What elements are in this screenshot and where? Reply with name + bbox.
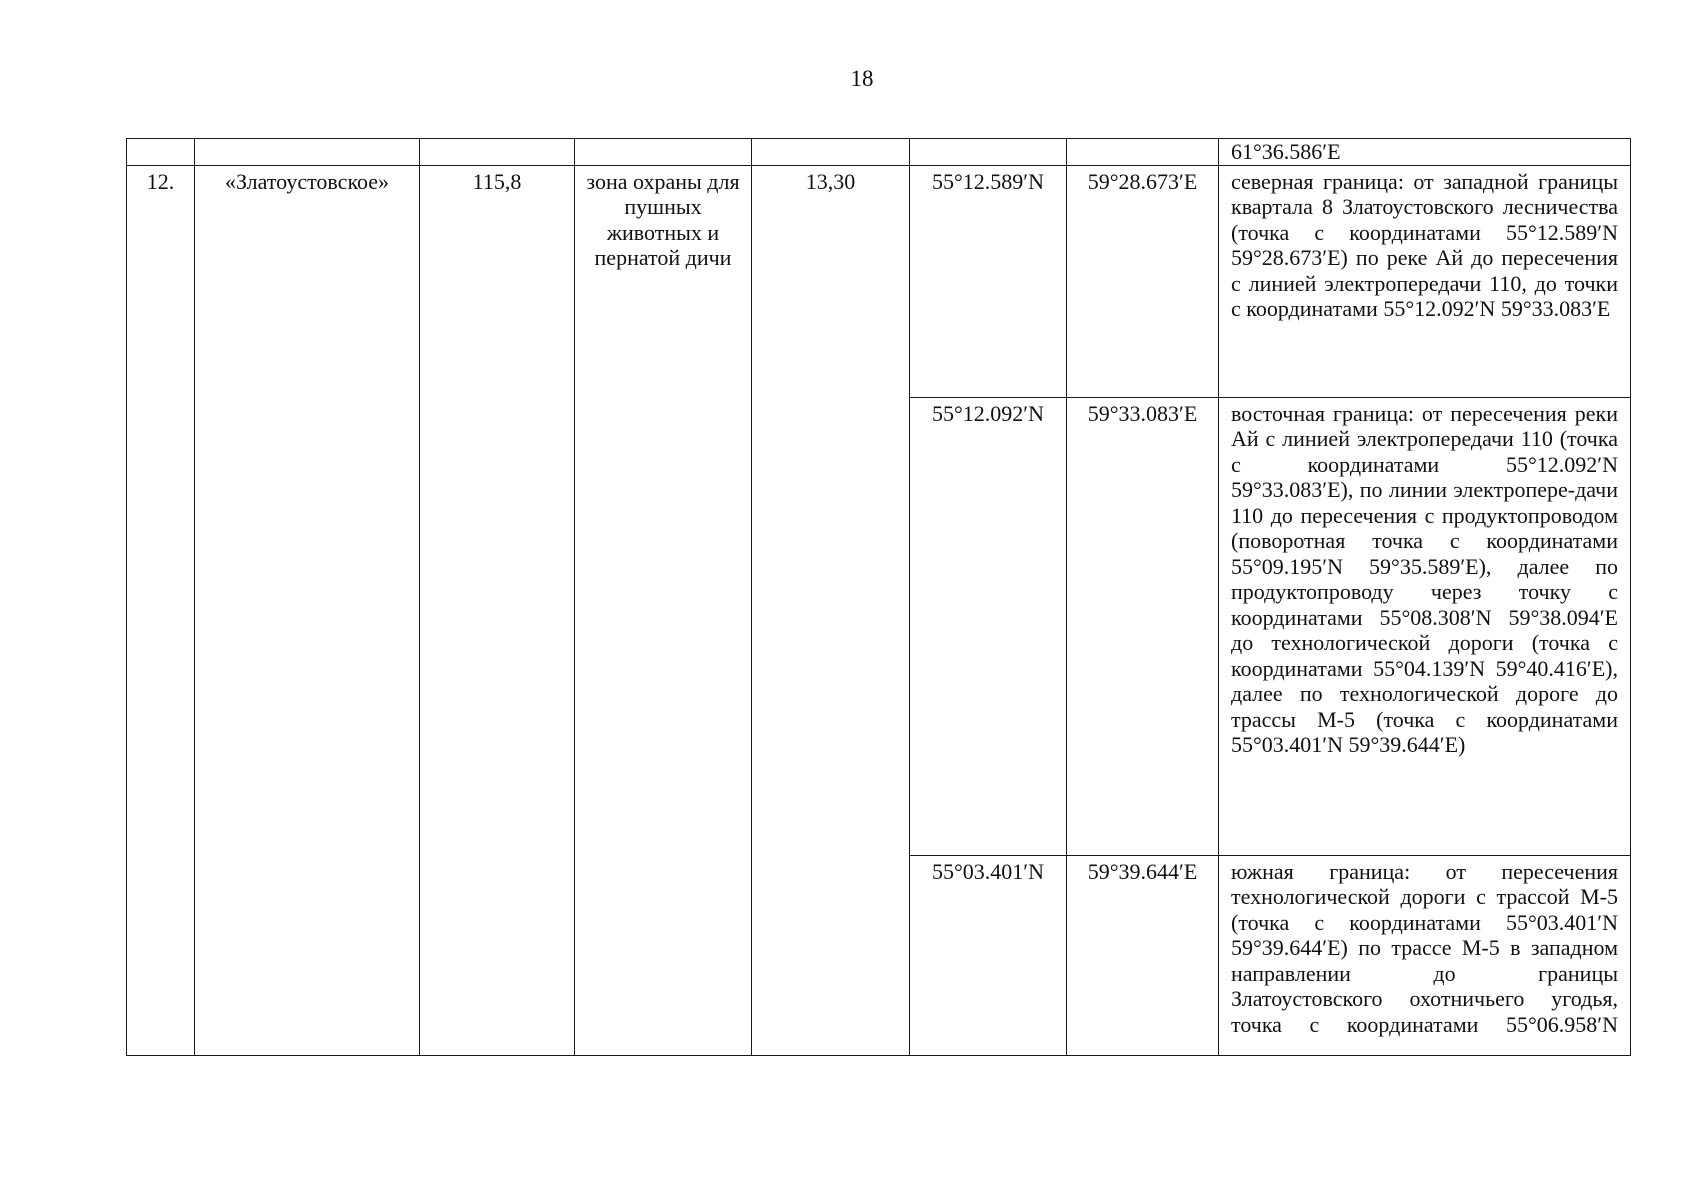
boundary-description: восточная граница: от пересечения реки Ай с линией электропередачи 110 (точка с координатами 55°12.092′N 59°33.083′E), по линии электропере-дачи 110 до пересечения с продуктопроводом (поворотная точка с координатами 55°09.195′N 59°35.589′E), далее по продуктопроводу через точку с координатами 55°08.308′N 59°38.094′E до технологической дороги (точка с координатами 55°04.139′N 59°40.416′E), далее по технологической дороге до трассы М-5 (точка с координатами 55°03.401′N 59°39.644′E) xyxy=(1219,397,1631,855)
cell-empty xyxy=(420,139,575,166)
row-number: 12. xyxy=(127,165,195,1055)
boundary-longitude: 59°39.644′E xyxy=(1067,855,1219,1055)
continuation-row xyxy=(127,139,1631,166)
hunting-ground-name: «Златоустовское» xyxy=(195,165,420,1055)
cell-empty xyxy=(752,139,910,166)
cell-empty xyxy=(1067,139,1219,166)
continuation-description: 61°36.586′E xyxy=(1219,139,1631,166)
boundary-latitude: 55°03.401′N xyxy=(910,855,1067,1055)
cell-empty xyxy=(195,139,420,166)
boundary-latitude: 55°12.092′N xyxy=(910,397,1067,855)
cell-empty xyxy=(575,139,752,166)
page-number: 18 xyxy=(850,66,874,91)
boundary-longitude: 59°28.673′E xyxy=(1067,165,1219,397)
zone-value: 13,30 xyxy=(752,165,910,1055)
boundary-description: северная граница: от западной границы квартала 8 Златоустовского лесничества (точка с координатами 55°12.589′N 59°28.673′E) по реке Ай до пересечения с линией электропередачи 110, до точки с координатами 55°12.092′N 59°33.083′E xyxy=(1219,165,1631,397)
cell-empty xyxy=(910,139,1067,166)
boundary-latitude: 55°12.589′N xyxy=(910,165,1067,397)
zone-type: зона охраны для пушных животных и пернатой дичи xyxy=(575,165,752,1055)
boundary-description: южная граница: от пересечения технологической дороги с трассой М-5 (точка с координатами 55°03.401′N 59°39.644′E) по трассе М-5 в западном направлении до границы Златоустовского охотничьего угодья, точка с координатами 55°06.958′N xyxy=(1219,855,1631,1055)
cell-empty xyxy=(127,139,195,166)
table-row xyxy=(127,165,1631,397)
hunting-grounds-table xyxy=(126,138,1631,1056)
boundary-longitude: 59°33.083′E xyxy=(1067,397,1219,855)
area-value: 115,8 xyxy=(420,165,575,1055)
